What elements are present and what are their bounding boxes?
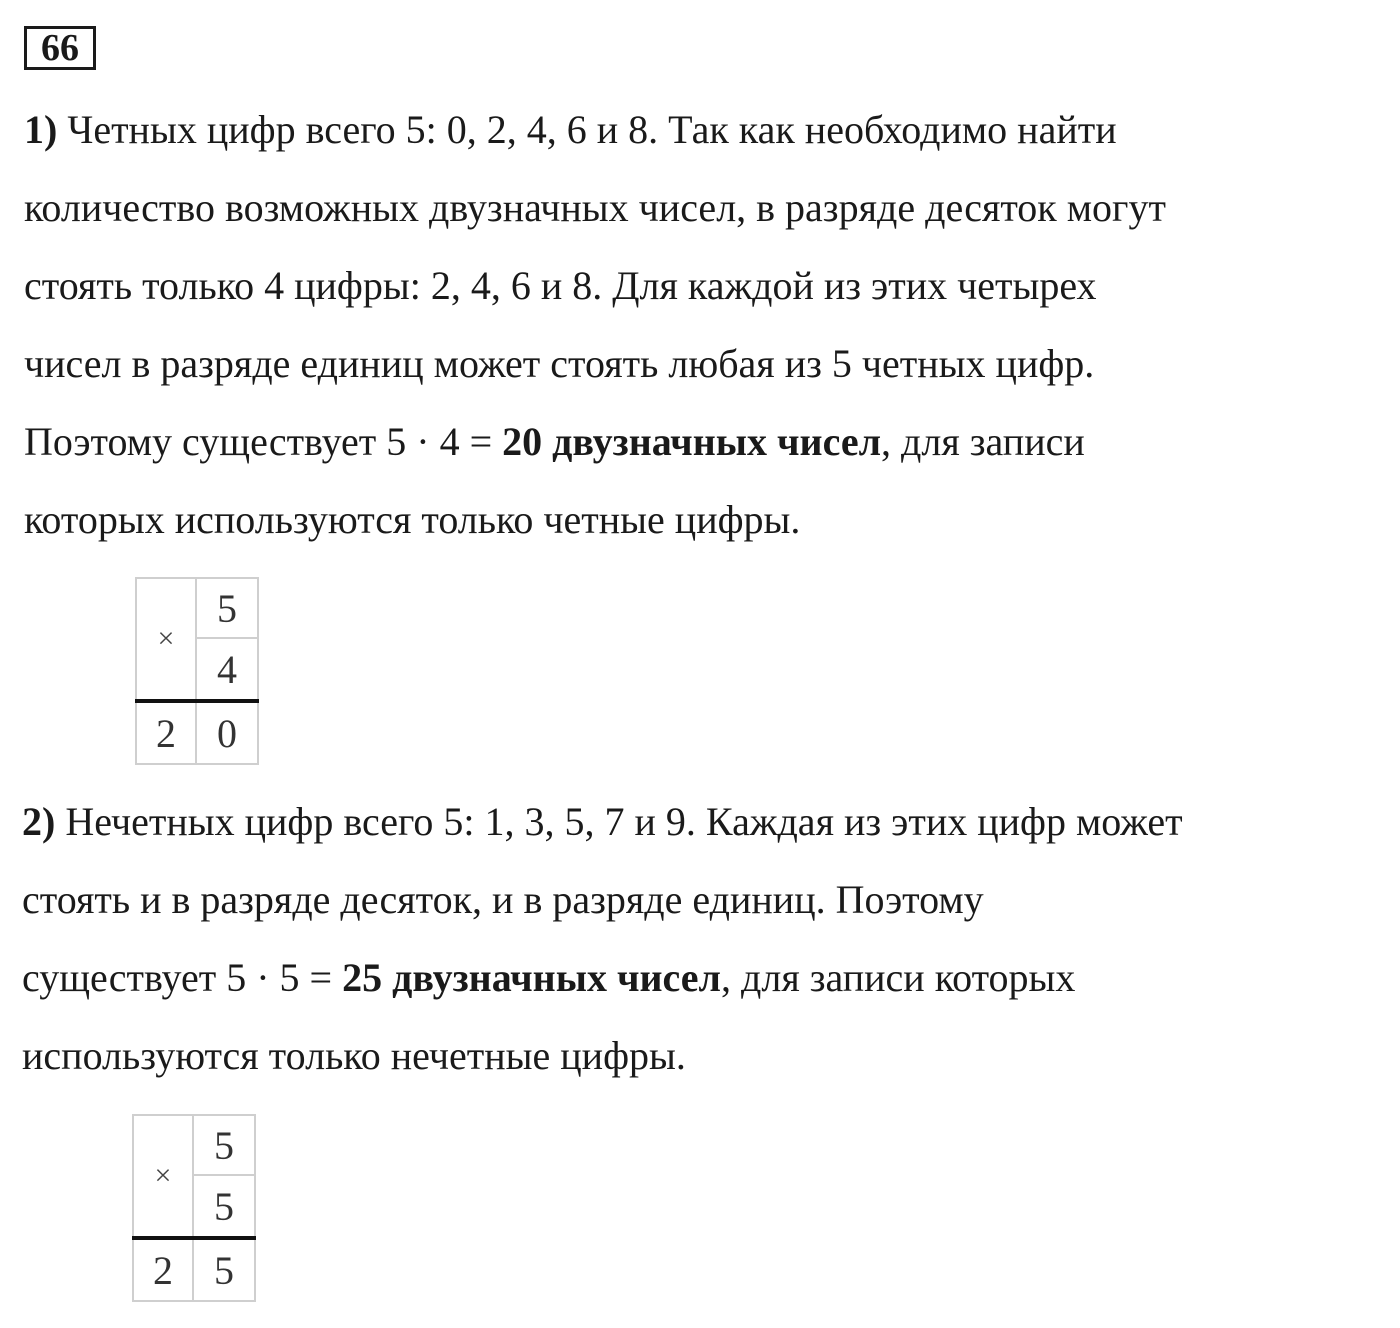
result-units-digit: 0 [195,701,259,765]
result-tens-digit: 2 [132,1238,194,1302]
part2-line-1 [22,783,1362,861]
part2-line-3 [22,939,1362,1017]
solution-part-2 [22,783,1362,1095]
part1-line-4: чисел в разряде единиц может стоять любая из 5 четных цифр. [24,341,1095,386]
part2-answer: 25 двузначных чисел [342,955,721,1000]
column-multiplication-1 [135,577,259,765]
multiplicand-digit: 5 [195,577,259,639]
part1-line-5 [24,403,1364,481]
part2-line-3-post: , для записи которых [721,955,1076,1000]
part1-label: 1) [24,107,58,152]
result-units-digit: 5 [192,1238,256,1302]
part1-line-1 [24,91,1364,169]
part1-line-1-text: Четных цифр всего 5: 0, 2, 4, 6 и 8. Так как необходимо найти [57,107,1117,152]
multiplicand-digit: 5 [192,1114,256,1176]
result-line [132,1236,256,1240]
part1-line-6: которых используются только четные цифры. [24,497,801,542]
part2-line-2: стоять и в разряде десяток, и в разряде единиц. Поэтому [22,877,984,922]
result-tens-digit: 2 [135,701,197,765]
multiplier-digit: 5 [192,1174,256,1238]
part1-line-5-post: , для записи [881,419,1085,464]
part1-line-2: количество возможных двузначных чисел, в разряде десяток могут [24,185,1166,230]
part2-label: 2) [22,799,56,844]
multiply-sign: × [132,1114,194,1238]
result-line [135,699,259,703]
part2-line-3-pre: существует 5 · 5 = [22,955,343,1000]
solution-part-1 [24,91,1364,559]
column-multiplication-2 [132,1114,256,1302]
task-number: 66 [24,26,96,70]
multiply-sign: × [135,577,197,701]
part1-line-3: стоять только 4 цифры: 2, 4, 6 и 8. Для каждой из этих четырех [24,263,1097,308]
part1-line-5-pre: Поэтому существует 5 · 4 = [24,419,503,464]
multiplier-digit: 4 [195,637,259,701]
part2-line-1-text: Нечетных цифр всего 5: 1, 3, 5, 7 и 9. Каждая из этих цифр может [55,799,1183,844]
part1-answer: 20 двузначных чисел [502,419,882,464]
part2-line-4: используются только нечетные цифры. [22,1033,686,1078]
